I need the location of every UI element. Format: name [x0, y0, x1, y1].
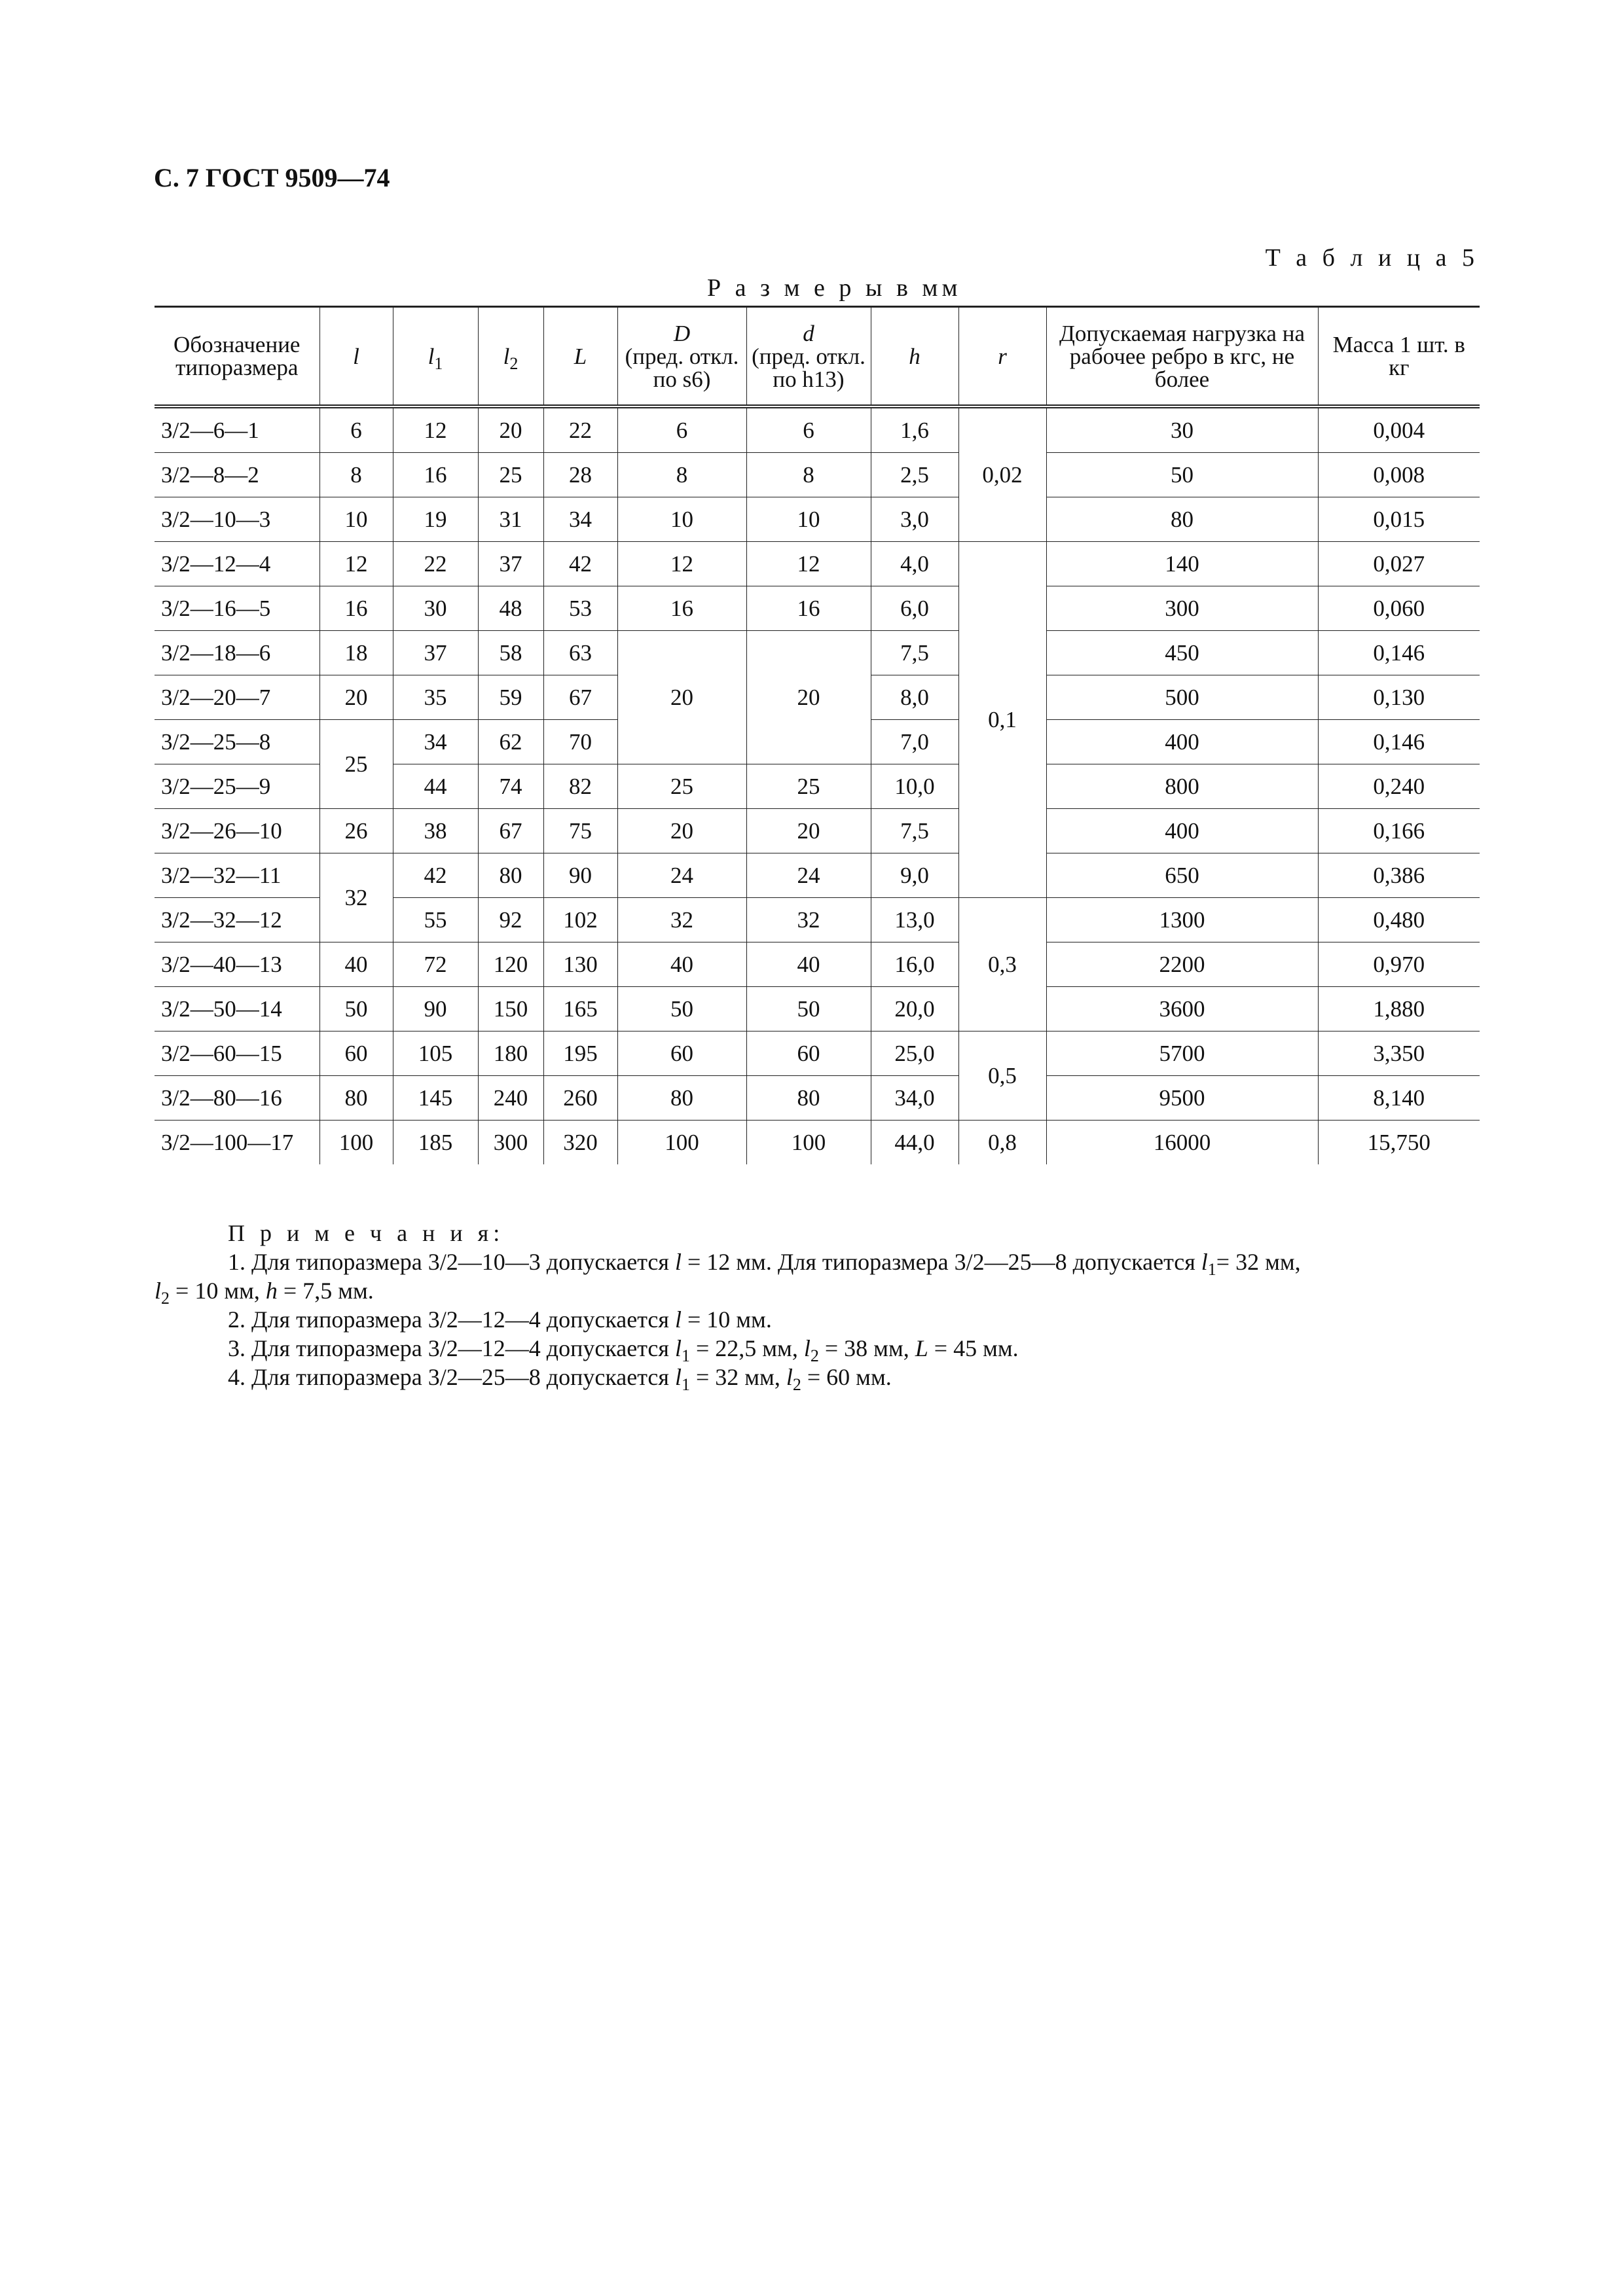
cell-h: 16,0: [871, 942, 958, 987]
cell-d: 6: [746, 406, 871, 453]
cell-d: 60: [746, 1031, 871, 1076]
table-row: [155, 631, 1480, 675]
cell-l1: 72: [393, 942, 478, 987]
cell-h: 7,0: [871, 720, 958, 764]
cell-h: 4,0: [871, 542, 958, 586]
cell-d: 50: [746, 987, 871, 1031]
table-row: [155, 497, 1480, 542]
cell-mass: 1,880: [1318, 987, 1480, 1031]
cell-L: 165: [543, 987, 617, 1031]
cell-l1: 38: [393, 809, 478, 853]
cell-h: 44,0: [871, 1121, 958, 1165]
note-3: 3. Для типоразмера 3/2—12—4 допускается $l_1 = 22,5$ мм, $l_2 = 38$ мм, L = 45 мм.: [228, 1335, 1019, 1365]
cell-l-merged: 25: [319, 720, 393, 809]
cell-l1: 55: [393, 898, 478, 942]
cell-h: 2,5: [871, 453, 958, 497]
cell-D: 16: [617, 586, 746, 631]
cell-D: 50: [617, 987, 746, 1031]
cell-L: 67: [543, 675, 617, 720]
dimensions-table: [155, 306, 1480, 1164]
cell-mass: 3,350: [1318, 1031, 1480, 1076]
cell-load: 650: [1046, 853, 1318, 898]
cell-h: 3,0: [871, 497, 958, 542]
cell-l1: 145: [393, 1076, 478, 1121]
header-l1: $l_1$: [393, 307, 478, 407]
table-row: [155, 809, 1480, 853]
header-designation: Обозначение типоразмера: [155, 307, 319, 407]
cell-D: 20: [617, 809, 746, 853]
cell-l2: 92: [478, 898, 543, 942]
header-L: L: [543, 307, 617, 407]
cell-d: 12: [746, 542, 871, 586]
cell-D: 12: [617, 542, 746, 586]
cell-l2: 37: [478, 542, 543, 586]
cell-l-merged: 32: [319, 853, 393, 942]
cell-designation: 3/2—100—17: [155, 1121, 319, 1165]
cell-h: 8,0: [871, 675, 958, 720]
cell-r: 0,8: [958, 1121, 1046, 1165]
cell-L: 28: [543, 453, 617, 497]
cell-load: 2200: [1046, 942, 1318, 987]
cell-l2: 59: [478, 675, 543, 720]
cell-h: 7,5: [871, 631, 958, 675]
cell-l: 16: [319, 586, 393, 631]
cell-load: 9500: [1046, 1076, 1318, 1121]
cell-load: 1300: [1046, 898, 1318, 942]
cell-load: 80: [1046, 497, 1318, 542]
cell-designation: 3/2—60—15: [155, 1031, 319, 1076]
table-row: [155, 853, 1480, 898]
cell-D: 24: [617, 853, 746, 898]
cell-l1: 44: [393, 764, 478, 809]
cell-load: 140: [1046, 542, 1318, 586]
table-row: [155, 542, 1480, 586]
table-row: [155, 1031, 1480, 1076]
table-row: [155, 453, 1480, 497]
units-caption: Р а з м е р ы в мм: [707, 274, 962, 302]
cell-l: 100: [319, 1121, 393, 1165]
cell-L: 90: [543, 853, 617, 898]
table-row: [155, 1121, 1480, 1165]
cell-D: 6: [617, 406, 746, 453]
note-1-continued: $l_2 = 10$ мм, h = 7,5 мм.: [155, 1278, 374, 1308]
cell-designation: 3/2—40—13: [155, 942, 319, 987]
cell-l1: 30: [393, 586, 478, 631]
cell-L: 130: [543, 942, 617, 987]
cell-l2: 150: [478, 987, 543, 1031]
cell-L: 53: [543, 586, 617, 631]
cell-load: 5700: [1046, 1031, 1318, 1076]
cell-D: 60: [617, 1031, 746, 1076]
cell-D: 40: [617, 942, 746, 987]
cell-designation: 3/2—80—16: [155, 1076, 319, 1121]
table-title: Т а б л и ц а 5: [1265, 244, 1479, 272]
table-row: [155, 987, 1480, 1031]
cell-D: 100: [617, 1121, 746, 1165]
cell-mass: 0,004: [1318, 406, 1480, 453]
cell-L: 42: [543, 542, 617, 586]
cell-r-merged: 0,02: [958, 406, 1046, 542]
cell-mass: 0,240: [1318, 764, 1480, 809]
page-header: С. 7 ГОСТ 9509—74: [154, 163, 390, 192]
cell-l1: 34: [393, 720, 478, 764]
cell-d: 32: [746, 898, 871, 942]
cell-mass: 8,140: [1318, 1076, 1480, 1121]
cell-l: 6: [319, 406, 393, 453]
cell-designation: 3/2—10—3: [155, 497, 319, 542]
cell-h: 25,0: [871, 1031, 958, 1076]
cell-l2: 25: [478, 453, 543, 497]
cell-l1: 22: [393, 542, 478, 586]
cell-l: 12: [319, 542, 393, 586]
cell-designation: 3/2—8—2: [155, 453, 319, 497]
cell-mass: 0,027: [1318, 542, 1480, 586]
cell-D: 80: [617, 1076, 746, 1121]
cell-mass: 0,008: [1318, 453, 1480, 497]
cell-h: 10,0: [871, 764, 958, 809]
cell-r-merged: 0,3: [958, 898, 1046, 1031]
cell-mass: 0,146: [1318, 631, 1480, 675]
cell-designation: 3/2—20—7: [155, 675, 319, 720]
cell-d: 100: [746, 1121, 871, 1165]
cell-l2: 300: [478, 1121, 543, 1165]
cell-l2: 31: [478, 497, 543, 542]
header-load: Допускаемая нагрузка на рабочее ребро в кгс, не более: [1046, 307, 1318, 407]
cell-l: 26: [319, 809, 393, 853]
note-4: 4. Для типоразмера 3/2—25—8 допускается $l_1 = 32$ мм, $l_2 = 60$ мм.: [228, 1364, 892, 1394]
cell-designation: 3/2—32—12: [155, 898, 319, 942]
note-1: 1. Для типоразмера 3/2—10—3 допускается l = 12 мм. Для типоразмера 3/2—25—8 допускается $l_1= 32$ мм,: [228, 1249, 1301, 1279]
cell-L: 34: [543, 497, 617, 542]
cell-load: 400: [1046, 809, 1318, 853]
cell-l1: 16: [393, 453, 478, 497]
cell-d: 24: [746, 853, 871, 898]
header-r: r: [958, 307, 1046, 407]
cell-designation: 3/2—12—4: [155, 542, 319, 586]
cell-mass: 0,386: [1318, 853, 1480, 898]
cell-l1: 35: [393, 675, 478, 720]
cell-l2: 240: [478, 1076, 543, 1121]
cell-load: 16000: [1046, 1121, 1318, 1165]
cell-D: 25: [617, 764, 746, 809]
cell-l1: 19: [393, 497, 478, 542]
cell-h: 1,6: [871, 406, 958, 453]
cell-d: 16: [746, 586, 871, 631]
cell-mass: 15,750: [1318, 1121, 1480, 1165]
header-mass: Масса 1 шт. в кг: [1318, 307, 1480, 407]
cell-d: 10: [746, 497, 871, 542]
cell-l1: 185: [393, 1121, 478, 1165]
table-row: [155, 406, 1480, 453]
cell-l: 20: [319, 675, 393, 720]
cell-l2: 120: [478, 942, 543, 987]
cell-designation: 3/2—50—14: [155, 987, 319, 1031]
cell-l1: 105: [393, 1031, 478, 1076]
cell-l2: 62: [478, 720, 543, 764]
cell-l: 60: [319, 1031, 393, 1076]
cell-designation: 3/2—18—6: [155, 631, 319, 675]
cell-h: 34,0: [871, 1076, 958, 1121]
cell-L: 63: [543, 631, 617, 675]
cell-load: 400: [1046, 720, 1318, 764]
cell-L: 22: [543, 406, 617, 453]
cell-d: 80: [746, 1076, 871, 1121]
notes: [155, 1219, 1480, 1394]
header-D: D (пред. откл. по s6): [617, 307, 746, 407]
cell-l: 80: [319, 1076, 393, 1121]
cell-D: 32: [617, 898, 746, 942]
cell-h: 7,5: [871, 809, 958, 853]
notes-title: П р и м е ч а н и я:: [228, 1220, 505, 1246]
cell-d: 20: [746, 809, 871, 853]
cell-l: 40: [319, 942, 393, 987]
cell-L: 70: [543, 720, 617, 764]
cell-L: 260: [543, 1076, 617, 1121]
cell-designation: 3/2—25—9: [155, 764, 319, 809]
cell-mass: 0,060: [1318, 586, 1480, 631]
cell-designation: 3/2—32—11: [155, 853, 319, 898]
cell-h: 6,0: [871, 586, 958, 631]
cell-l1: 90: [393, 987, 478, 1031]
header-l: l: [319, 307, 393, 407]
cell-d-merged: 20: [746, 631, 871, 764]
table-row: [155, 586, 1480, 631]
cell-l2: 74: [478, 764, 543, 809]
header-l2: $l_2$: [478, 307, 543, 407]
cell-l2: 180: [478, 1031, 543, 1076]
cell-load: 450: [1046, 631, 1318, 675]
table-row: [155, 942, 1480, 987]
cell-designation: 3/2—26—10: [155, 809, 319, 853]
cell-load: 800: [1046, 764, 1318, 809]
cell-h: 20,0: [871, 987, 958, 1031]
cell-load: 300: [1046, 586, 1318, 631]
cell-load: 3600: [1046, 987, 1318, 1031]
cell-D: 10: [617, 497, 746, 542]
table-row: [155, 1076, 1480, 1121]
cell-h: 13,0: [871, 898, 958, 942]
cell-load: 30: [1046, 406, 1318, 453]
cell-d: 8: [746, 453, 871, 497]
cell-L: 102: [543, 898, 617, 942]
header-h: h: [871, 307, 958, 407]
cell-mass: 0,146: [1318, 720, 1480, 764]
cell-h: 9,0: [871, 853, 958, 898]
cell-d: 25: [746, 764, 871, 809]
cell-l1: 12: [393, 406, 478, 453]
cell-r-merged: 0,1: [958, 542, 1046, 898]
cell-d: 40: [746, 942, 871, 987]
cell-mass: 0,015: [1318, 497, 1480, 542]
cell-mass: 0,480: [1318, 898, 1480, 942]
cell-L: 75: [543, 809, 617, 853]
cell-mass: 0,166: [1318, 809, 1480, 853]
cell-l1: 37: [393, 631, 478, 675]
table-header-row: [155, 307, 1480, 407]
cell-l: 8: [319, 453, 393, 497]
cell-D-merged: 20: [617, 631, 746, 764]
cell-designation: 3/2—6—1: [155, 406, 319, 453]
cell-l1: 42: [393, 853, 478, 898]
cell-l: 18: [319, 631, 393, 675]
cell-designation: 3/2—25—8: [155, 720, 319, 764]
cell-load: 50: [1046, 453, 1318, 497]
cell-L: 320: [543, 1121, 617, 1165]
cell-l2: 58: [478, 631, 543, 675]
cell-mass: 0,130: [1318, 675, 1480, 720]
cell-l2: 80: [478, 853, 543, 898]
cell-designation: 3/2—16—5: [155, 586, 319, 631]
cell-mass: 0,970: [1318, 942, 1480, 987]
header-d: d (пред. откл. по h13): [746, 307, 871, 407]
cell-l: 50: [319, 987, 393, 1031]
cell-L: 195: [543, 1031, 617, 1076]
cell-l2: 48: [478, 586, 543, 631]
cell-load: 500: [1046, 675, 1318, 720]
note-2: 2. Для типоразмера 3/2—12—4 допускается l = 10 мм.: [228, 1306, 772, 1333]
cell-l2: 67: [478, 809, 543, 853]
cell-D: 8: [617, 453, 746, 497]
cell-l2: 20: [478, 406, 543, 453]
cell-l: 10: [319, 497, 393, 542]
cell-L: 82: [543, 764, 617, 809]
cell-r-merged: 0,5: [958, 1031, 1046, 1121]
